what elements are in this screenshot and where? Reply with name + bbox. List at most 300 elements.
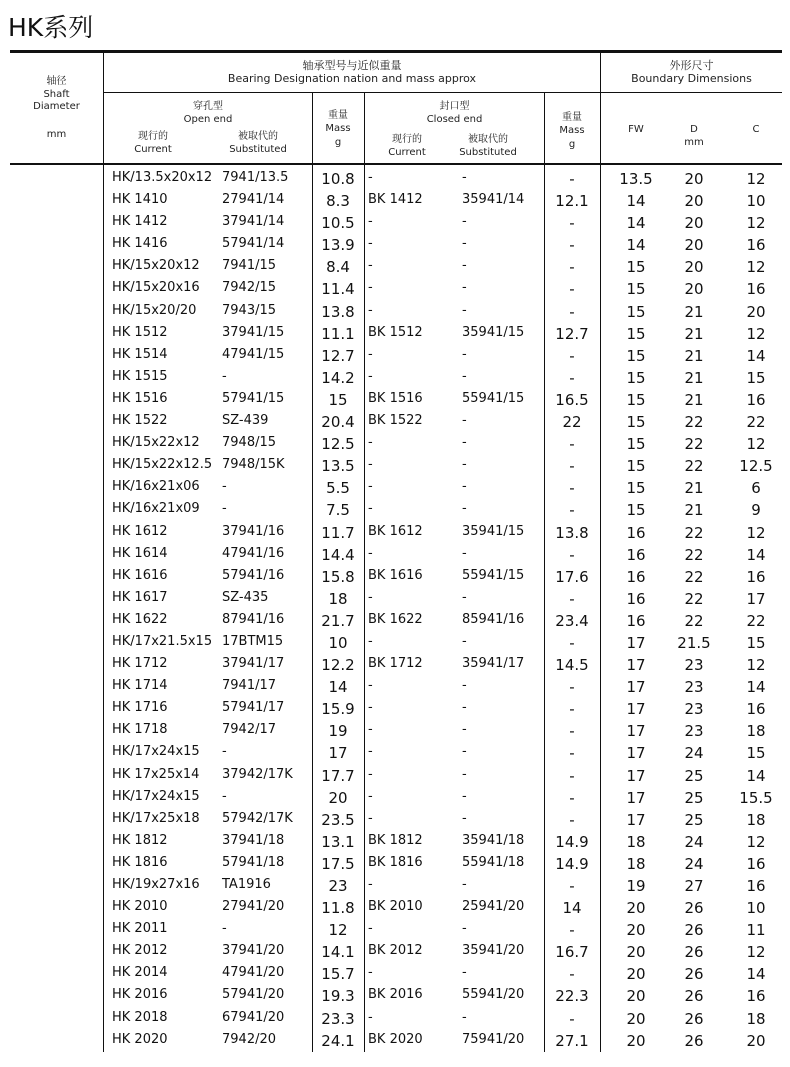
header-boundary-en: Boundary Dimensions <box>631 72 752 85</box>
table-row <box>0 742 790 764</box>
cell-mass-closed: - <box>569 457 575 476</box>
cell-c: 16 <box>746 390 766 409</box>
cell-d: 23 <box>684 656 704 675</box>
cell-substituted-closed: - <box>462 258 467 274</box>
cell-current-model: HK/15x20/20 <box>112 302 197 318</box>
cell-current-model: HK 1416 <box>112 236 168 252</box>
cell-c: 22 <box>746 413 766 432</box>
cell-substituted-open: - <box>222 744 227 760</box>
cell-substituted-closed: 55941/15 <box>462 390 525 406</box>
cell-d: 25 <box>684 766 704 785</box>
cell-substituted-closed: - <box>462 435 467 451</box>
cell-c: 18 <box>746 1009 766 1028</box>
cell-mass-open: 14.4 <box>321 545 355 564</box>
cell-c: 15 <box>746 368 766 387</box>
cell-substituted-closed: 35941/14 <box>462 192 525 208</box>
header-boundary-cn: 外形尺寸 <box>669 59 714 72</box>
cell-substituted-open: 57941/20 <box>222 987 285 1003</box>
cell-mass-open: 13.5 <box>321 457 355 476</box>
header-shaft-cn: 轴径 <box>46 76 67 87</box>
cell-d: 26 <box>684 921 704 940</box>
table-row <box>0 941 790 963</box>
cell-substituted-open: 57941/14 <box>222 236 285 252</box>
cell-c: 15 <box>746 744 766 763</box>
cell-fw: 20 <box>626 899 646 918</box>
header-closed-cn: 封口型 <box>439 101 470 112</box>
cell-current-closed: - <box>368 479 373 495</box>
cell-mass-closed: 23.4 <box>555 611 589 630</box>
cell-substituted-closed: - <box>462 810 467 826</box>
cell-substituted-open: 27941/20 <box>222 899 285 915</box>
cell-d: 22 <box>684 545 704 564</box>
cell-d: 22 <box>684 611 704 630</box>
cell-substituted-closed: 35941/15 <box>462 523 525 539</box>
header-mass1-cn: 重量 <box>328 110 348 121</box>
cell-c: 16 <box>746 280 766 299</box>
table-row <box>0 1008 790 1030</box>
cell-c: 16 <box>746 236 766 255</box>
cell-current-model: HK/15x20x12 <box>112 258 200 274</box>
cell-d: 26 <box>684 943 704 962</box>
cell-current-model: HK 1714 <box>112 678 168 694</box>
cell-substituted-closed: - <box>462 368 467 384</box>
header-open-cn: 穿孔型 <box>193 101 223 112</box>
table-row <box>0 234 790 256</box>
cell-fw: 14 <box>626 192 646 211</box>
cell-fw: 20 <box>626 943 646 962</box>
cell-current-closed: - <box>368 302 373 318</box>
table-row <box>0 831 790 853</box>
cell-mass-open: 17 <box>328 744 348 763</box>
table-row <box>0 345 790 367</box>
cell-mass-closed: - <box>569 501 575 520</box>
cell-substituted-closed: - <box>462 921 467 937</box>
cell-current-model: HK/16x21x06 <box>112 479 200 495</box>
cell-fw: 14 <box>626 236 646 255</box>
cell-mass-open: 14.2 <box>321 368 355 387</box>
cell-substituted-open: 47941/20 <box>222 965 285 981</box>
table-row <box>0 610 790 632</box>
table-row <box>0 809 790 831</box>
cell-mass-open: 23.5 <box>321 810 355 829</box>
cell-c: 15 <box>746 633 766 652</box>
cell-substituted-open: 7941/13.5 <box>222 170 289 185</box>
cell-mass-closed: - <box>569 545 575 564</box>
cell-d: 26 <box>684 1009 704 1028</box>
table-row <box>0 301 790 323</box>
table-row <box>0 919 790 941</box>
header-mass2-unit: g <box>568 139 576 150</box>
cell-c: 10 <box>746 192 766 211</box>
cell-mass-open: 24.1 <box>321 1031 355 1050</box>
cell-c: 20 <box>746 302 766 321</box>
cell-current-closed: BK 1622 <box>368 611 423 627</box>
cell-substituted-closed: - <box>462 788 467 804</box>
cell-c: 16 <box>746 854 766 873</box>
cell-mass-closed: - <box>569 435 575 454</box>
header-top-rule <box>10 52 782 53</box>
cell-mass-open: 5.5 <box>326 479 350 498</box>
cell-current-closed: BK 1512 <box>368 324 423 340</box>
cell-c: 15.5 <box>739 788 773 807</box>
cell-mass-open: 12.2 <box>321 656 355 675</box>
table-row <box>0 588 790 610</box>
cell-current-model: HK 2014 <box>112 965 168 981</box>
cell-substituted-open: - <box>222 501 227 517</box>
cell-mass-open: 8.3 <box>326 192 350 211</box>
cell-mass-closed: - <box>569 788 575 807</box>
cell-substituted-open: 37941/16 <box>222 523 285 539</box>
cell-fw: 17 <box>626 678 646 697</box>
cell-current-model: HK 1812 <box>112 832 168 848</box>
table-row <box>0 566 790 588</box>
cell-mass-closed: - <box>569 589 575 608</box>
cell-d: 21 <box>684 479 704 498</box>
cell-d: 25 <box>684 810 704 829</box>
cell-current-closed: - <box>368 877 373 892</box>
cell-substituted-open: 67941/20 <box>222 1009 285 1025</box>
cell-mass-open: 19 <box>328 722 348 741</box>
cell-substituted-closed: - <box>462 965 467 981</box>
cell-fw: 16 <box>626 567 646 586</box>
cell-fw: 18 <box>626 832 646 851</box>
cell-current-model: HK 1614 <box>112 545 168 561</box>
cell-mass-closed: 22.3 <box>555 987 589 1006</box>
cell-mass-open: 7.5 <box>326 501 350 520</box>
cell-current-model: HK/17x24x15 <box>112 744 200 760</box>
cell-c: 6 <box>751 479 761 498</box>
cell-d: 20 <box>684 214 704 233</box>
cell-substituted-open: TA1916 <box>222 877 271 892</box>
cell-d: 24 <box>684 744 704 763</box>
cell-current-closed: BK 2010 <box>368 899 423 915</box>
cell-fw: 17 <box>626 722 646 741</box>
cell-mass-closed: 14.9 <box>555 854 589 873</box>
cell-current-closed: - <box>368 589 373 605</box>
cell-fw: 16 <box>626 589 646 608</box>
cell-d: 26 <box>684 1031 704 1050</box>
cell-d: 23 <box>684 700 704 719</box>
cell-substituted-closed: 35941/17 <box>462 656 525 672</box>
cell-mass-closed: - <box>569 236 575 255</box>
cell-substituted-open: SZ-439 <box>222 413 269 429</box>
header-substituted2-en: Substituted <box>459 147 517 158</box>
cell-mass-closed: 22 <box>562 413 582 432</box>
cell-current-model: HK 1617 <box>112 589 168 605</box>
cell-d: 21.5 <box>677 633 711 652</box>
cell-fw: 16 <box>626 545 646 564</box>
cell-current-closed: - <box>368 633 373 649</box>
cell-c: 14 <box>746 545 766 564</box>
cell-fw: 20 <box>626 1009 646 1028</box>
cell-d: 23 <box>684 722 704 741</box>
cell-d: 21 <box>684 368 704 387</box>
cell-mass-closed: - <box>569 766 575 785</box>
cell-current-closed: - <box>368 501 373 517</box>
cell-current-closed: - <box>368 170 373 185</box>
cell-fw: 15 <box>626 413 646 432</box>
cell-fw: 17 <box>626 700 646 719</box>
cell-substituted-closed: - <box>462 766 467 782</box>
cell-c: 14 <box>746 346 766 365</box>
cell-substituted-open: 57941/17 <box>222 700 285 716</box>
header-d-unit: mm <box>684 137 704 148</box>
cell-fw: 18 <box>626 854 646 873</box>
cell-mass-closed: 27.1 <box>555 1031 589 1050</box>
cell-mass-closed: - <box>569 479 575 498</box>
cell-substituted-closed: - <box>462 346 467 362</box>
cell-d: 20 <box>684 280 704 299</box>
cell-mass-open: 15.8 <box>321 567 355 586</box>
cell-current-model: HK/15x22x12 <box>112 435 200 451</box>
cell-substituted-closed: 35941/15 <box>462 324 525 340</box>
cell-fw: 17 <box>626 810 646 829</box>
cell-c: 11 <box>746 921 766 940</box>
cell-fw: 20 <box>626 921 646 940</box>
cell-c: 12 <box>746 656 766 675</box>
cell-substituted-closed: - <box>462 413 467 429</box>
cell-current-model: HK 1816 <box>112 854 168 870</box>
header-substituted1-cn: 被取代的 <box>238 131 278 142</box>
cell-current-closed: - <box>368 700 373 716</box>
cell-current-model: HK/19x27x16 <box>112 877 200 892</box>
cell-c: 14 <box>746 678 766 697</box>
table-row <box>0 499 790 521</box>
cell-d: 26 <box>684 899 704 918</box>
cell-mass-open: 17.5 <box>321 854 355 873</box>
table-row <box>0 632 790 654</box>
cell-mass-closed: - <box>569 170 575 188</box>
cell-c: 20 <box>746 1031 766 1050</box>
cell-fw: 15 <box>626 457 646 476</box>
cell-c: 18 <box>746 810 766 829</box>
cell-mass-open: 23 <box>328 877 348 895</box>
cell-mass-open: 18 <box>328 589 348 608</box>
cell-fw: 17 <box>626 633 646 652</box>
cell-c: 12 <box>746 523 766 542</box>
cell-mass-open: 11.1 <box>321 324 355 343</box>
cell-current-closed: - <box>368 678 373 694</box>
cell-d: 26 <box>684 965 704 984</box>
cell-mass-open: 10 <box>328 633 348 652</box>
cell-substituted-closed: - <box>462 877 467 892</box>
cell-c: 17 <box>746 589 766 608</box>
cell-substituted-open: 7942/20 <box>222 1031 277 1047</box>
cell-substituted-closed: - <box>462 1009 467 1025</box>
page-title: HK系列 <box>8 13 94 42</box>
table-row <box>0 367 790 389</box>
cell-current-model: HK/16x21x09 <box>112 501 200 517</box>
cell-current-model: HK 2016 <box>112 987 168 1003</box>
table-row <box>0 323 790 345</box>
cell-d: 21 <box>684 390 704 409</box>
cell-fw: 15 <box>626 346 646 365</box>
cell-mass-open: 8.4 <box>326 258 350 277</box>
cell-substituted-open: 7941/15 <box>222 258 277 274</box>
cell-mass-open: 12.5 <box>321 435 355 454</box>
cell-c: 16 <box>746 987 766 1006</box>
cell-d: 21 <box>684 346 704 365</box>
table-row <box>0 985 790 1007</box>
cell-mass-closed: 16.5 <box>555 390 589 409</box>
table-row <box>0 544 790 566</box>
cell-current-model: HK 2018 <box>112 1009 168 1025</box>
cell-mass-open: 10.5 <box>321 214 355 233</box>
cell-current-model: HK 1712 <box>112 656 168 672</box>
cell-current-model: HK 1410 <box>112 192 168 208</box>
cell-current-model: HK 1514 <box>112 346 168 362</box>
cell-current-closed: BK 1612 <box>368 523 423 539</box>
cell-current-model: HK/17x25x18 <box>112 810 200 826</box>
header-designation-cn: 轴承型号与近似重量 <box>302 59 402 72</box>
cell-substituted-open: 37942/17K <box>222 766 293 782</box>
cell-c: 14 <box>746 766 766 785</box>
cell-mass-closed: - <box>569 368 575 387</box>
header-mid-rule <box>104 92 782 93</box>
cell-current-closed: - <box>368 810 373 826</box>
cell-mass-closed: 17.6 <box>555 567 589 586</box>
cell-substituted-open: 7941/17 <box>222 678 277 694</box>
cell-mass-closed: 12.1 <box>555 192 589 211</box>
cell-mass-closed: - <box>569 921 575 940</box>
cell-mass-closed: 14.5 <box>555 656 589 675</box>
cell-current-closed: - <box>368 457 373 473</box>
cell-substituted-closed: - <box>462 280 467 296</box>
cell-substituted-open: 47941/15 <box>222 346 285 362</box>
cell-mass-closed: - <box>569 280 575 299</box>
table-row <box>0 698 790 720</box>
cell-mass-open: 23.3 <box>321 1009 355 1028</box>
cell-fw: 16 <box>626 611 646 630</box>
cell-c: 9 <box>751 501 761 520</box>
cell-substituted-closed: 85941/16 <box>462 611 525 627</box>
cell-d: 21 <box>684 302 704 321</box>
cell-mass-closed: - <box>569 810 575 829</box>
cell-fw: 13.5 <box>619 170 653 188</box>
cell-substituted-open: SZ-435 <box>222 589 269 605</box>
cell-current-model: HK/15x20x16 <box>112 280 200 296</box>
header-d: D <box>690 124 698 135</box>
cell-current-closed: - <box>368 921 373 937</box>
cell-d: 21 <box>684 324 704 343</box>
cell-substituted-open: - <box>222 368 227 384</box>
cell-current-model: HK/17x24x15 <box>112 788 200 804</box>
table-row <box>0 278 790 300</box>
cell-substituted-open: - <box>222 788 227 804</box>
cell-d: 22 <box>684 589 704 608</box>
cell-d: 22 <box>684 457 704 476</box>
header-mass1-unit: g <box>334 137 342 148</box>
table-row <box>0 1030 790 1052</box>
cell-c: 18 <box>746 722 766 741</box>
cell-current-model: HK/13.5x20x12 <box>112 170 213 185</box>
cell-current-closed: BK 1812 <box>368 832 423 848</box>
header-fw: FW <box>628 124 644 135</box>
cell-c: 16 <box>746 877 766 895</box>
cell-current-model: HK 2012 <box>112 943 168 959</box>
cell-substituted-open: 47941/16 <box>222 545 285 561</box>
cell-mass-open: 14 <box>328 678 348 697</box>
table-row <box>0 853 790 875</box>
cell-current-model: HK/15x22x12.5 <box>112 457 213 473</box>
header-closed-en: Closed end <box>426 114 483 125</box>
cell-substituted-closed: - <box>462 501 467 517</box>
header-c: C <box>752 124 760 135</box>
cell-mass-closed: 13.8 <box>555 523 589 542</box>
header-substituted2-cn: 被取代的 <box>468 134 508 145</box>
cell-d: 20 <box>684 236 704 255</box>
cell-mass-open: 12.7 <box>321 346 355 365</box>
cell-mass-closed: - <box>569 722 575 741</box>
cell-current-closed: - <box>368 346 373 362</box>
cell-fw: 15 <box>626 368 646 387</box>
table-row <box>0 875 790 897</box>
cell-fw: 15 <box>626 435 646 454</box>
cell-substituted-open: 7943/15 <box>222 302 277 318</box>
cell-c: 14 <box>746 965 766 984</box>
cell-mass-open: 20 <box>328 788 348 807</box>
cell-current-closed: BK 1412 <box>368 192 423 208</box>
cell-d: 21 <box>684 501 704 520</box>
header-shaft-unit: mm <box>46 129 67 140</box>
cell-d: 22 <box>684 413 704 432</box>
cell-substituted-closed: - <box>462 236 467 252</box>
header-bottom-rule <box>10 163 782 165</box>
cell-substituted-closed: - <box>462 457 467 473</box>
cell-mass-closed: - <box>569 633 575 652</box>
table-row <box>0 676 790 698</box>
cell-fw: 15 <box>626 479 646 498</box>
header-mass1-en: Mass <box>325 123 351 134</box>
cell-c: 12 <box>746 214 766 233</box>
cell-fw: 20 <box>626 965 646 984</box>
table-row <box>0 433 790 455</box>
table-row <box>0 455 790 477</box>
cell-current-closed: - <box>368 214 373 230</box>
header-shaft-en1: Shaft <box>43 89 70 100</box>
cell-mass-closed: 14 <box>562 899 582 918</box>
table-row <box>0 168 790 190</box>
cell-mass-closed: - <box>569 965 575 984</box>
cell-substituted-open: 57941/16 <box>222 567 285 583</box>
table-row <box>0 411 790 433</box>
table-row <box>0 389 790 411</box>
cell-d: 25 <box>684 788 704 807</box>
cell-substituted-open: 57941/18 <box>222 854 285 870</box>
cell-current-closed: BK 1516 <box>368 390 423 406</box>
cell-substituted-closed: 35941/20 <box>462 943 525 959</box>
cell-mass-open: 15 <box>328 390 348 409</box>
cell-c: 12 <box>746 258 766 277</box>
cell-substituted-closed: - <box>462 589 467 605</box>
cell-mass-closed: - <box>569 258 575 277</box>
cell-substituted-open: 37941/17 <box>222 656 285 672</box>
cell-current-closed: - <box>368 435 373 451</box>
cell-substituted-open: 87941/16 <box>222 611 285 627</box>
header-mass2-cn: 重量 <box>562 112 582 123</box>
cell-fw: 14 <box>626 214 646 233</box>
header-designation-en: Bearing Designation nation and mass approx <box>227 72 477 85</box>
header-substituted1-en: Substituted <box>229 144 287 155</box>
cell-d: 22 <box>684 523 704 542</box>
cell-substituted-closed: - <box>462 633 467 649</box>
table-row <box>0 963 790 985</box>
header-current1-cn: 现行的 <box>138 131 168 142</box>
cell-mass-open: 11.8 <box>321 899 355 918</box>
cell-current-model: HK 2020 <box>112 1031 168 1047</box>
cell-current-closed: - <box>368 766 373 782</box>
cell-current-model: HK 1512 <box>112 324 168 340</box>
